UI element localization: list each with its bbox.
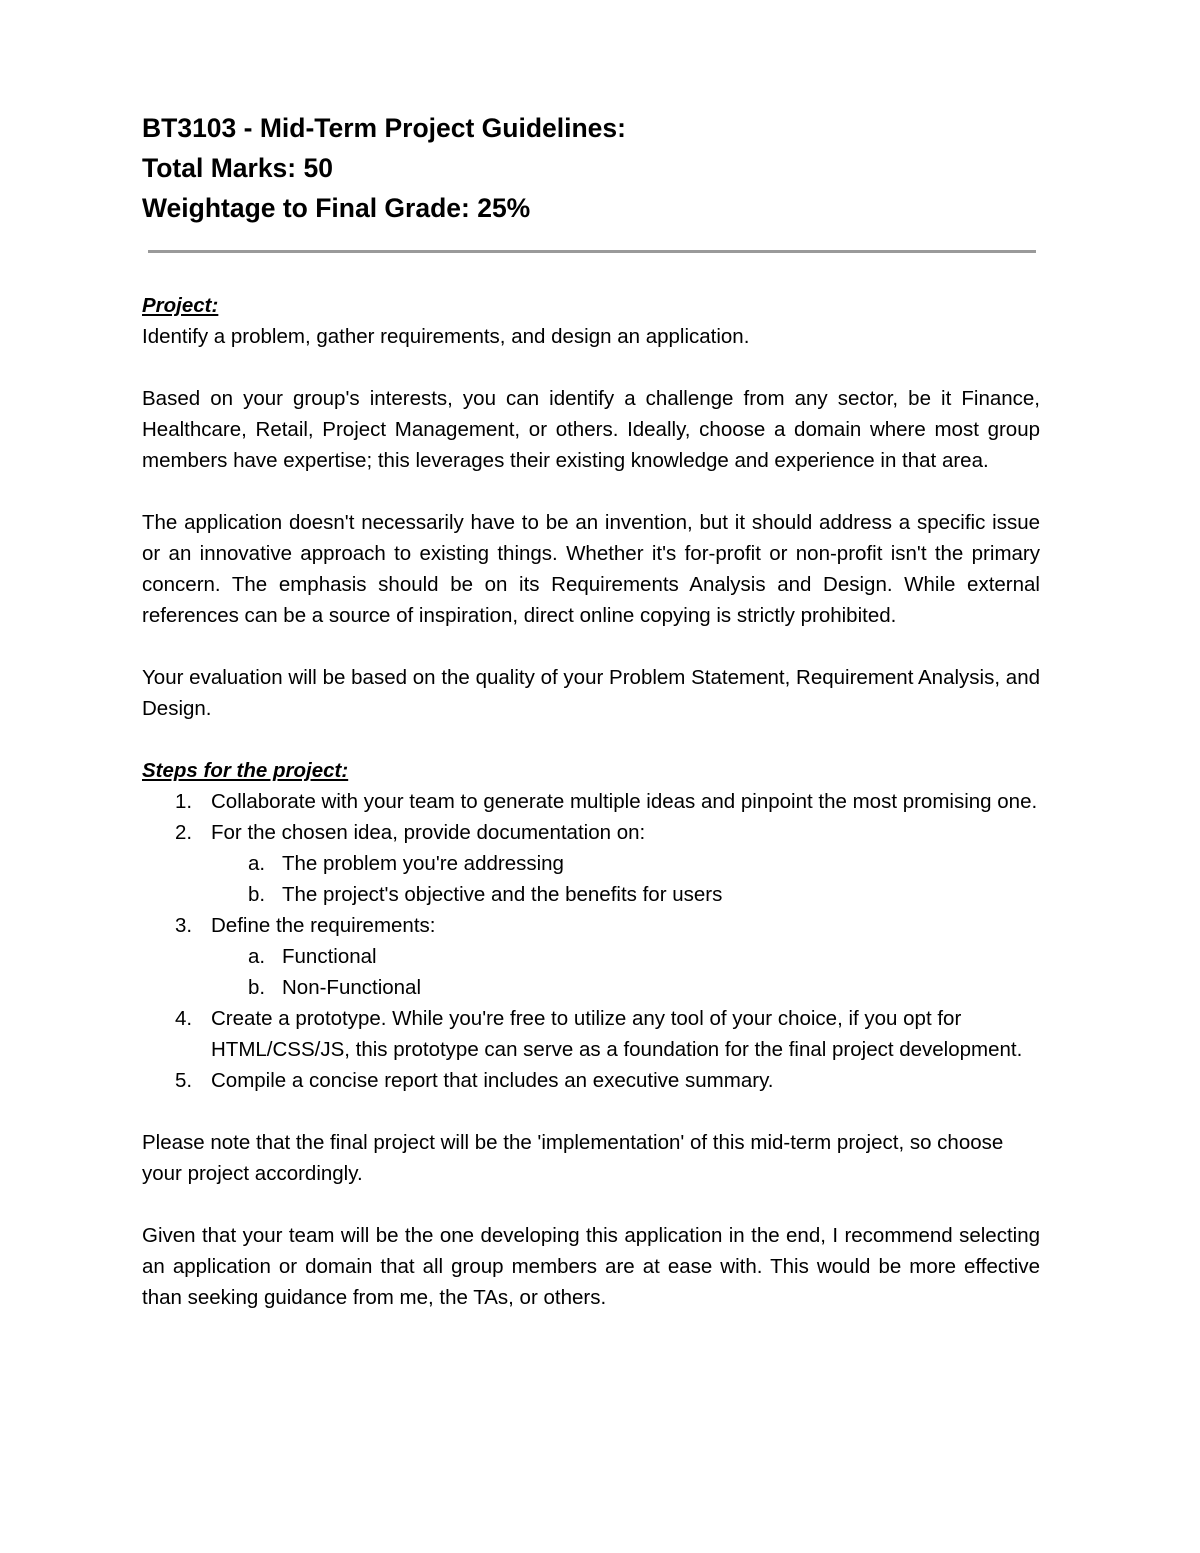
step-text: For the chosen idea, provide documentation on: xyxy=(211,821,646,844)
sub-item-text: Functional xyxy=(282,945,377,968)
project-heading: Project: xyxy=(142,294,219,317)
sub-item-text: The project's objective and the benefits for users xyxy=(282,883,723,906)
step-item-2 xyxy=(142,817,1040,910)
project-paragraph-application: The application doesn't necessarily have to be an invention, but it should address a specific issue or an innovative approach to existing things. Whether it's for-profit or non-profit isn't the primary concern. The emphasis should be on its Requirements Analysis and Design. While external references can be a source of inspiration, direct online copying is strictly prohibited. xyxy=(142,511,1040,627)
weightage: Weightage to Final Grade: 25% xyxy=(142,193,531,223)
document-page xyxy=(142,108,1040,1313)
step-number: 4. xyxy=(175,1007,193,1030)
steps-list xyxy=(142,786,1040,1096)
sub-item-text: Non-Functional xyxy=(282,976,422,999)
step-text: Compile a concise report that includes an executive summary. xyxy=(211,1069,774,1092)
sub-item-letter: b. xyxy=(248,976,266,999)
project-intro: Identify a problem, gather requirements, and design an application. xyxy=(142,325,750,348)
step-number: 2. xyxy=(175,821,193,844)
step-item-1 xyxy=(142,786,1040,817)
step-text: Define the requirements: xyxy=(211,914,436,937)
sub-item-text: The problem you're addressing xyxy=(282,852,564,875)
step-number: 1. xyxy=(175,790,193,813)
sub-item-letter: b. xyxy=(248,883,266,906)
step-sublist xyxy=(211,848,1040,910)
sub-item xyxy=(211,879,1040,910)
document-title: BT3103 - Mid-Term Project Guidelines: xyxy=(142,113,626,143)
closing-recommendation: Given that your team will be the one developing this application in the end, I recommend selecting an application or domain that all group members are at ease with. This would be more effective than seeking guidance from me, the TAs, or others. xyxy=(142,1224,1040,1309)
steps-heading: Steps for the project: xyxy=(142,759,349,782)
project-paragraph-evaluation: Your evaluation will be based on the quality of your Problem Statement, Requirement Analysis, and Design. xyxy=(142,666,1040,720)
step-sublist xyxy=(211,941,1040,1003)
step-item-5 xyxy=(142,1065,1040,1096)
sub-item xyxy=(211,972,1040,1003)
closing-note: Please note that the final project will be the 'implementation' of this mid-term project, so choose your project accordingly. xyxy=(142,1131,1004,1185)
step-number: 3. xyxy=(175,914,193,937)
step-number: 5. xyxy=(175,1069,193,1092)
step-text: Create a prototype. While you're free to utilize any tool of your choice, if you opt for HTML/CSS/JS, this prototype can serve as a foundation for the final project development. xyxy=(211,1007,1023,1061)
step-item-3 xyxy=(142,910,1040,1003)
sub-item xyxy=(211,941,1040,972)
project-paragraph-interests: Based on your group's interests, you can identify a challenge from any sector, be it Finance, Healthcare, Retail, Project Management, or others. Ideally, choose a domain where most group members have expertise; this leverages their existing knowledge and experience in that area. xyxy=(142,387,1040,472)
step-item-4 xyxy=(142,1003,1040,1065)
sub-item xyxy=(211,848,1040,879)
total-marks: Total Marks: 50 xyxy=(142,153,333,183)
sub-item-letter: a. xyxy=(248,945,266,968)
step-text: Collaborate with your team to generate multiple ideas and pinpoint the most promising one. xyxy=(211,790,1038,813)
sub-item-letter: a. xyxy=(248,852,266,875)
